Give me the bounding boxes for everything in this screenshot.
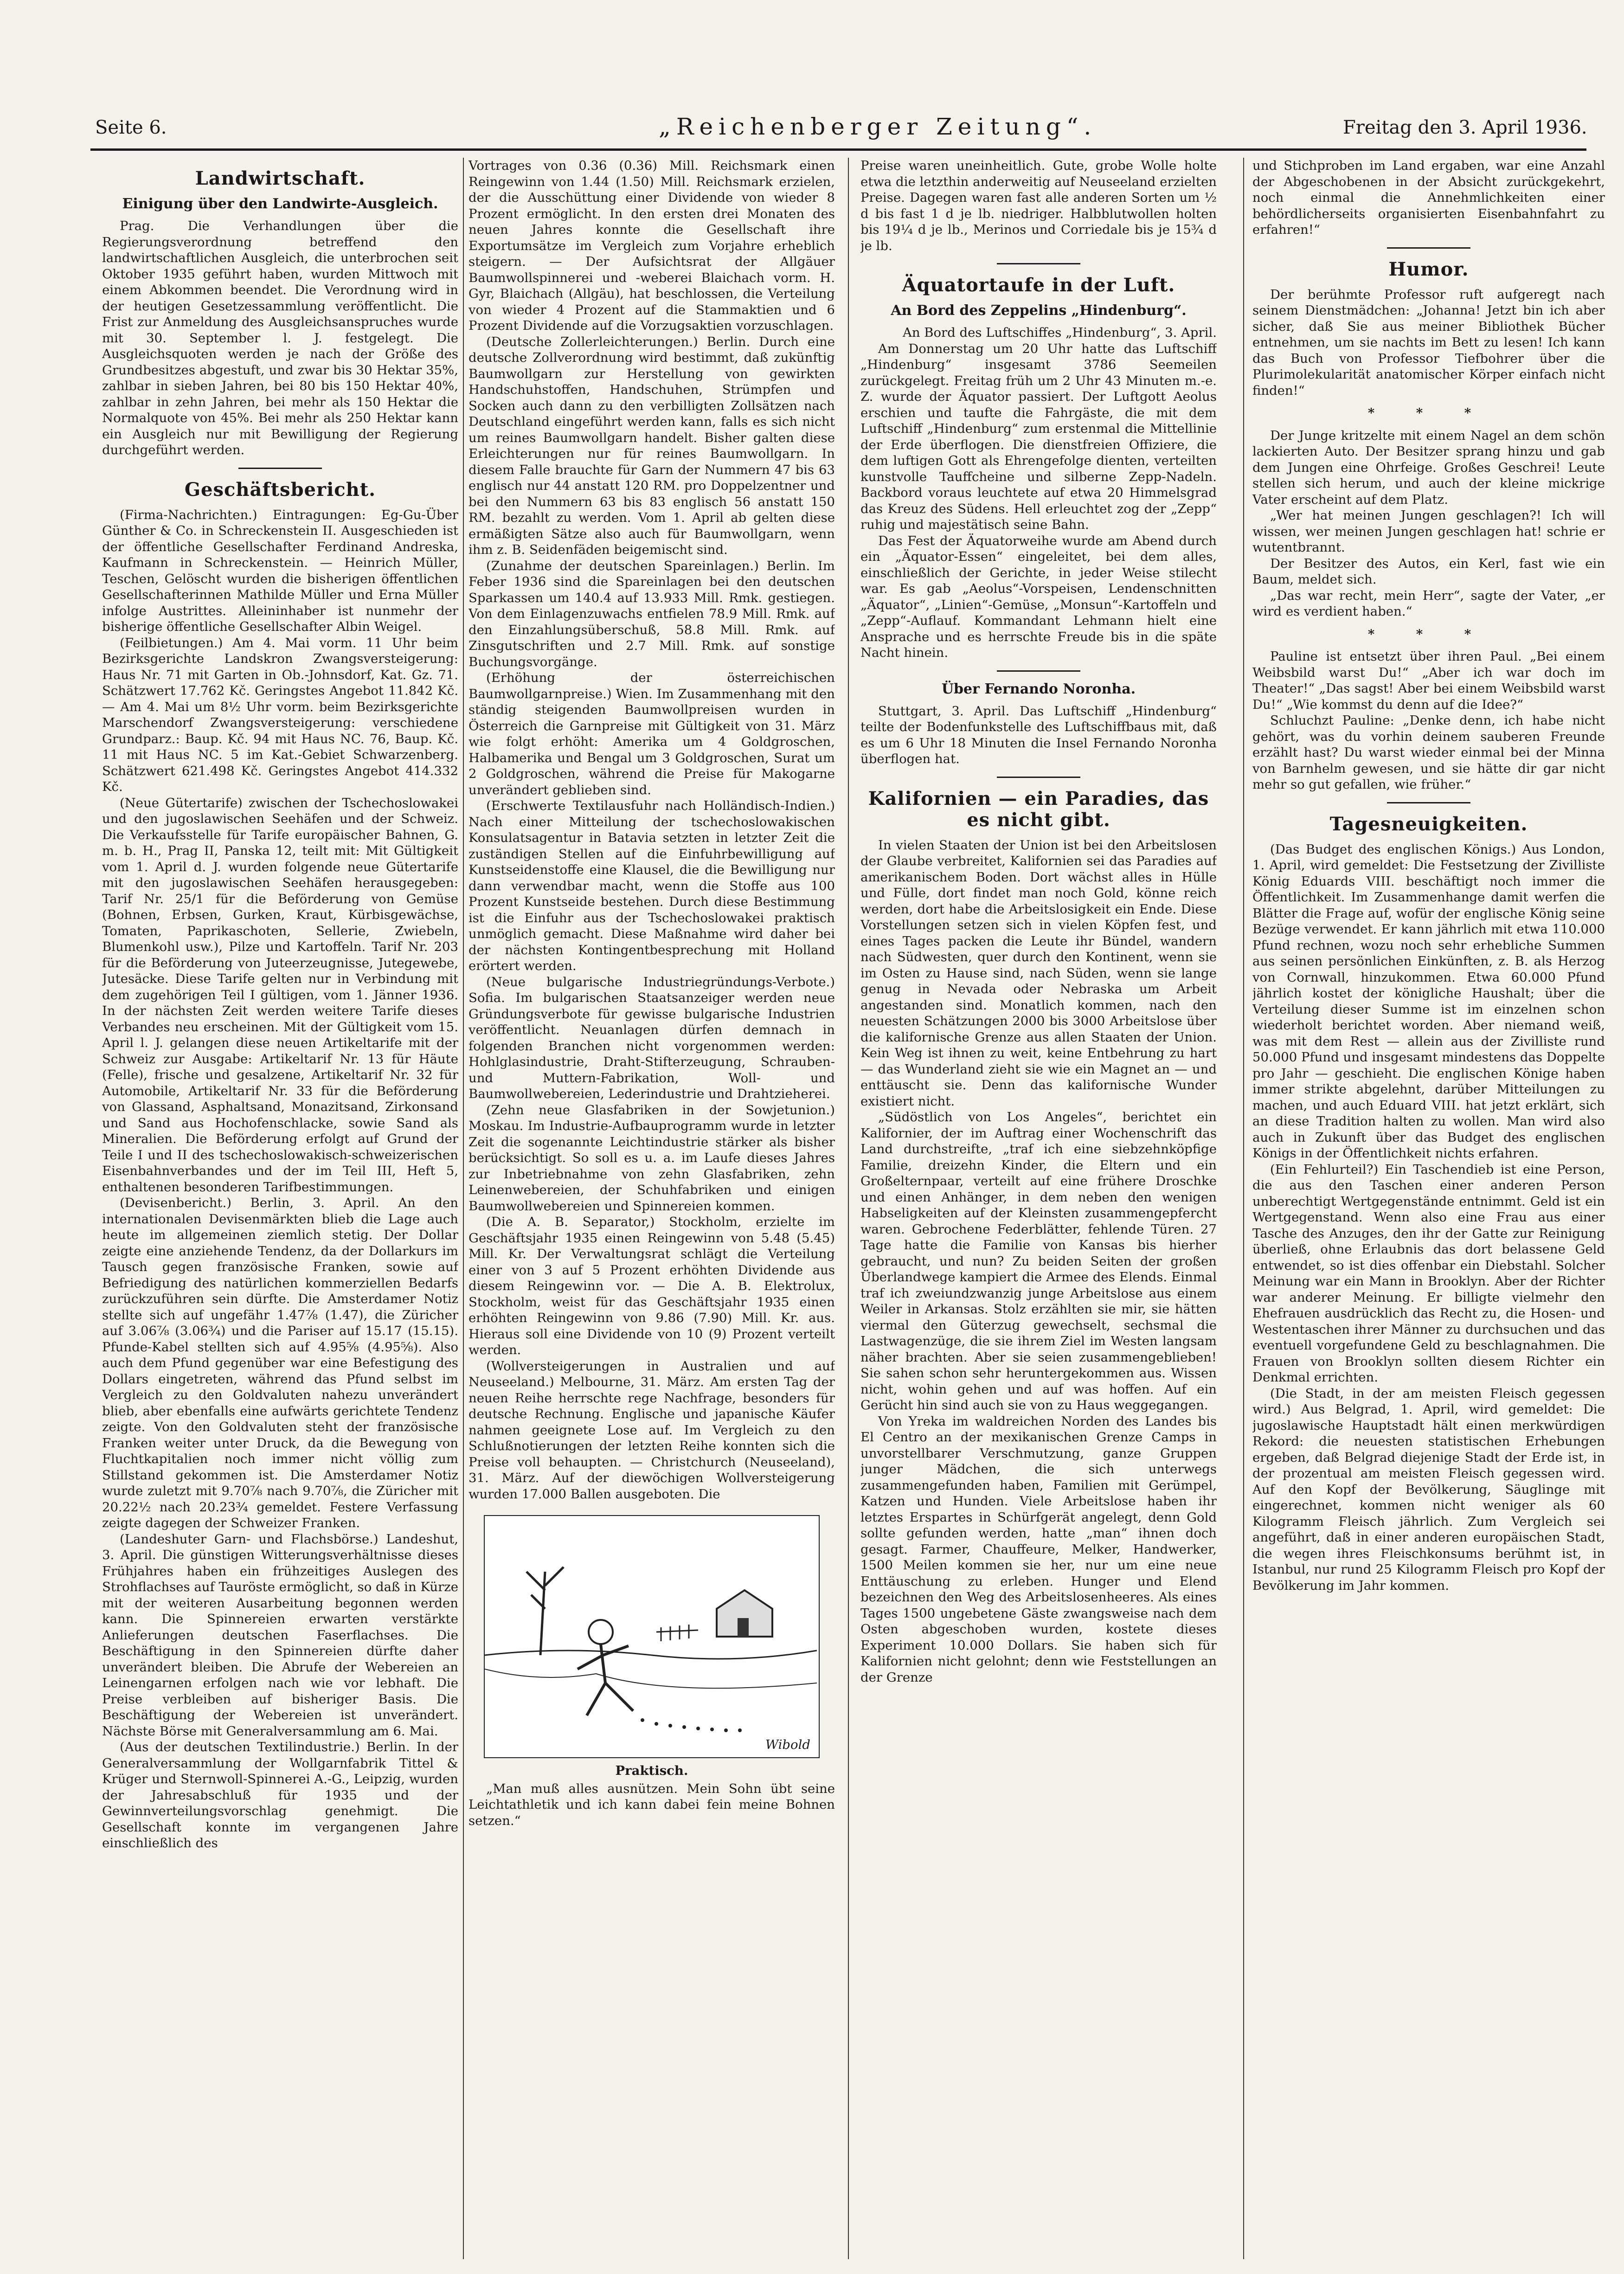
article-paragraph: (Feilbietungen.) Am 4. Mai vorm. 11 Uhr beim Bezirksgerichte Landskron Zwangsversteigerung: Haus Nr. 71 mit Garten in Ob.-Johnsdorf, Kat. Gz. 71. Schätzwert 17.762 Kč. Geringstes Angebot 11.842 Kč. — Am 4. Mai um 8½ Uhr vorm. beim Bezirksgerichte Marschendorf Zwangsversteigerung: verschiedene Grundparz.: Baup. Kč. 94 mit Haus NC. 76, Baup. Kč. 11 mit Haus NC. 5 im Kat.-Gebiet Schwarzenberg. Schätzwert 621.498 Kč. Geringstes Angebot 414.332 Kč.	[102, 635, 458, 794]
section-title-landwirtschaft: Landwirtschaft.	[195, 167, 366, 189]
article-paragraph: (Neue Gütertarife) zwischen der Tschechoslowakei und den jugoslawischen Seehäfen und der Schweiz. Die Verkaufsstelle für Tarife europäischer Bahnen, G. m. b. H., Prag II, Panska 12, teilt mit: Mit Gültigkeit vom 1. April d. J. wurden folgende neue Gütertarife mit den jugoslawischen Seehäfen herausgegeben: Tarif Nr. 25/1 für die Beförderung von Gemüse (Bohnen, Erbsen, Gurken, Kraut, Kürbisgewächse, Tomaten, Paprikaschoten, Sellerie, Zwiebeln, Blumenkohl usw.), Pilze und Kartoffeln. Tarif Nr. 203 für die Beförderung von Juteerzeugnisse, Jutegewebe, Jutesäcke. Diese Tarife gelten nur in Verbindung mit dem zugehörigen Teil I gültigen, vom 1. Jänner 1936. In der nächsten Zeit werden weitere Tarife dieses Verbandes neu erscheinen. Mit der Gültigkeit vom 15. April l. J. gelangen diese neuen Artikeltarife mit der Schweiz zur Ausgabe: Artikeltarif Nr. 13 für Häute (Felle), frische und gesalzene, Artikeltarif Nr. 32 für Automobile, Artikeltarif Nr. 33 für die Beförderung von Glassand, Asphaltsand, Monazitsand, Zirkonsand und Sand aus Hochofenschlacke, sowie Sand als Mineralien. Die Beförderung erfolgt auf Grund der Teile I und II des tschechoslowakisch-schweizerischen Eisenbahnverbandes und der im Teil III, Heft 5, enthaltenen besonderen Tarifbestimmungen.	[102, 795, 458, 1195]
column-3	[860, 158, 1217, 2241]
section-title-humor: Humor.	[1388, 258, 1469, 280]
column-1	[102, 158, 458, 2241]
issue-date: Freitag den 3. April 1936.	[1343, 117, 1587, 138]
article-paragraph: Am Donnerstag um 20 Uhr hatte das Luftschiff „Hindenburg“ insgesamt 3786 Seemeilen zurückgelegt. Freitag früh um 2 Uhr 43 Minuten m.-e. Z. wurde der Äquator passiert. Der Luftgott Aeolus erschien und taufte die Fahrgäste, die mit dem Luftschiff „Hindenburg“ zum erstenmal die Mittellinie der Erde überflogen. Die dienstfreien Offiziere, die dem luftigen Gott als Ehrengefolge dienten, verteilten kunstvolle Tauffcheine und silberne Zepp-Nadeln. Backbord voraus leuchtete auf etwa 20 Himmelsgrad das Kreuz des Südens. Hell erleuchtet zog der „Zepp“ ruhig und majestätisch seine Bahn.	[860, 341, 1217, 532]
column-2	[469, 158, 835, 2241]
article-dateline: An Bord des Luftschiffes „Hindenburg“, 3. April.	[902, 325, 1217, 340]
article-subtitle: An Bord des Zeppelins „Hindenburg“.	[891, 302, 1187, 319]
section-divider	[1387, 802, 1470, 803]
article-paragraph: (Devisenbericht.) Berlin, 3. April. An den internationalen Devisenmärkten blieb die Lage auch heute im allgemeinen ziemlich stetig. Der Dollar zeigte eine anziehende Tendenz, da der Dollarkurs im Tausch gegen französische Franken, sowie auf Befriedigung des natürlichen kommerziellen Bedarfs zurückzuführen sein dürfte. Die Amsterdamer Notiz stellte sich auf ungefähr 1.47⅞ (1.47), die Züricher auf 3.06⅞ (3.06¾) und die Pariser auf 15.17 (15.15). Pfunde-Kabel stellten sich auf 4.95⅝ (4.95⅝). Also auch dem Pfund gegenüber war eine Befestigung des Dollars eingetreten, während das Pfund selbst im Vergleich zu den Goldvaluten nahezu unverändert blieb, aber ebenfalls eine aufwärts gerichtete Tendenz zeigte. Von den Goldvaluten steht der französische Franken weiter unter Druck, da die Bewegung von Fluchtkapitalien noch immer nicht völlig zum Stillstand gekommen ist. Die Amsterdamer Notiz wurde zuletzt mit 9.70⅞ nach 9.70⅞, die Züricher mit 20.22½ nach 20.23¾ gemeldet. Festere Verfassung zeigte dagegen der Schweizer Franken.	[102, 1195, 458, 1530]
section-title-tagesneuigkeiten: Tagesneuigkeiten.	[1329, 813, 1528, 835]
humor-paragraph: Der berühmte Professor ruft aufgeregt nach seinem Dienstmädchen: „Johanna! Jetzt bin ich aber sicher, daß Sie aus meiner Bibliothek Bücher entnehmen, um sie nachts im Bett zu lesen! Ich kann das Buch von Professor Tiefbohrer über die Plurimolekularität anatomischer Körper einfach nicht finden!“	[1252, 287, 1605, 398]
section-divider	[997, 777, 1080, 778]
column-divider	[1243, 158, 1244, 2259]
cartoon-illustration	[484, 1515, 820, 1758]
article-paragraph: (Zunahme der deutschen Spareinlagen.) Berlin. Im Feber 1936 sind die Spareinlagen bei den deutschen Sparkassen um 140.4 auf 13.933 Mill. Rmk. gestiegen. Von dem Einlagenzuwachs entfielen 78.9 Mill. Rmk. auf den Einzahlungsüberschuß, 58.8 Mill. Rmk. auf Zinsgutschriften und 2.7 Mill. Rmk. auf sonstige Buchungsvorgänge.	[469, 558, 835, 669]
article-paragraph: (Wollversteigerungen in Australien und auf Neuseeland.) Melbourne, 31. März. Am ersten Tag der neuen Reihe herrschte rege Nachfrage, besonders für deutsche Rechnung. Englische und japanische Käufer nahmen geeignete Lose auf. Im Vergleich zu den Schlußnotierungen der letzten Reihe konnten sich die Preise voll behaupten. — Christchurch (Neuseeland), 31. März. Auf der diewöchigen Wollversteigerung wurden 17.000 Ballen ausgeboten. Die	[469, 1358, 835, 1502]
news-paragraph: (Das Budget des englischen Königs.) Aus London, 1. April, wird gemeldet: Die Festsetzung der Zivilliste König Eduards VIII. beschäftigt noch immer die Öffentlichkeit. Im Zusammenhange damit werfen die Blätter die Frage auf, wofür der englische König seine Bezüge verwendet. Er kann jährlich mit etwa 110.000 Pfund rechnen, wozu noch sehr erhebliche Summen aus seinen persönlichen Einkünften, z. B. als Herzog von Cornwall, hinzukommen. Etwa 60.000 Pfund jährlich kostet der königliche Haushalt; über die Verteilung dieser Summe ist im einzelnen schon wiederholt berichtet worden. Aber niemand weiß, was mit dem Rest — allein aus der Zivilliste rund 50.000 Pfund und insgesamt mindestens das Doppelte pro Jahr — geschieht. Die englischen Könige haben immer strikte abgelehnt, darüber Mitteilungen zu machen, und auch Eduard VIII. hat jetzt erklärt, sich an diese Tradition halten zu wollen. Man wird also auch in Zukunft über das Budget des englischen Königs in der Öffentlichkeit nichts erfahren.	[1252, 842, 1605, 1161]
news-paragraph: (Ein Fehlurteil?) Ein Taschendieb ist eine Person, die aus den Taschen einer anderen Person unberechtigt Wertgegenstände entnimmt. Geld ist ein Wertgegenstand. Wenn also eine Frau aus einer Tasche des Anzuges, den ihr der Gatte zur Reinigung überließ, ohne Erlaubnis das dort belassene Geld entwendet, so ist dies offenbar ein Diebstahl. Solcher Meinung war ein Mann in Brooklyn. Aber der Richter war anderer Meinung. Er billigte vielmehr den Ehefrauen ausdrücklich das Recht zu, die Hosen- und Westentaschen ihrer Männer zu durchsuchen und das eventuell vorgefundene Geld zu beschlagnahmen. Die Frauen von Brooklyn sollten diesem Richter ein Denkmal errichten.	[1252, 1162, 1605, 1385]
section-divider	[997, 670, 1080, 672]
article-paragraph: (Firma-Nachrichten.) Eintragungen: Eg-Gu-Über Günther & Co. in Schreckenstein II. Ausgeschieden ist der öffentliche Gesellschafter Ferdinand Andreska, Kaufmann in Schreckenstein. — Heinrich Müller, Teschen, Gelöscht wurden die bisherigen öffentlichen Gesellschafterinnen Mathilde Müller und Erna Müller infolge Austrittes. Alleininhaber ist nunmehr der bisherige öffentliche Gesellschafter Albin Weigel.	[102, 507, 458, 634]
article-title-kalifornien: Kalifornien — ein Paradies, das es nicht gibt.	[868, 787, 1209, 831]
news-paragraph: (Die Stadt, in der am meisten Fleisch gegessen wird.) Aus Belgrad, 1. April, wird gemeldet: Die jugoslawische Hauptstadt hält einen merkwürdigen Rekord: die neuesten statistischen Erhebungen ergeben, daß Belgrad diejenige Stadt der Erde ist, in der prozentual am meisten Fleisch gegessen wird. Auf den Kopf der Bevölkerung, Säuglinge mit eingerechnet, kommen nicht weniger als 60 Kilogramm Fleisch jährlich. Zum Vergleich sei angeführt, daß in einer anderen europäischen Stadt, die wegen ihres Fleischkonsums berühmt ist, in Istanbul, nur rund 25 Kilogramm Fleisch pro Kopf der Bevölkerung im Jahr kommen.	[1252, 1386, 1605, 1593]
article-paragraph: (Aus der deutschen Textilindustrie.) Berlin. In der Generalversammlung der Wollgarnfabrik Tittel & Krüger und Sternwoll-Spinnerei A.-G., Leipzig, wurden der Jahresabschluß für 1935 und der Gewinnverteilungsvorschlag genehmigt. Die Gesellschaft konnte im vergangenen Jahre einschließlich des	[102, 1740, 458, 1850]
article-paragraph: (Die A. B. Separator,) Stockholm, erzielte im Geschäftsjahr 1935 einen Reingewinn von 5.48 (5.45) Mill. Kr. Der Verwaltungsrat schlägt die Verteilung einer von 3 auf 5 Prozent erhöhten Dividende aus diesem Reingewinn vor. — Die A. B. Elektrolux, Stockholm, weist für das Geschäftsjahr 1935 einen erhöhten Reingewinn von 9.86 (7.90) Mill. Kr. aus. Hieraus soll eine Dividende von 10 (9) Prozent verteilt werden.	[469, 1214, 835, 1357]
article-paragraph: Preise waren uneinheitlich. Gute, grobe Wolle holte etwa die letzthin anderweitig auf Neuseeland erzielten Preise. Dagegen waren fast alle anderen Sorten um ½ d bis fast 1 d je lb. niedriger. Halbblutwollen holten bis 19¼ d je lb., Merinos und Corriedale bis je 15¾ d je lb.	[860, 158, 1217, 253]
section-divider	[1387, 247, 1470, 249]
article-paragraph: (Erhöhung der österreichischen Baumwollgarnpreise.) Wien. Im Zusammenhang mit den ständig steigenden Baumwollpreisen wurden in Österreich die Garnpreise mit Gültigkeit von 31. März wie folgt erhöht: Amerika um 4 Goldgroschen, Halbamerika und Bengal um 3 Goldgroschen, Surat um 2 Goldgroschen, während die Preise für Makogarne unverändert geblieben sind.	[469, 670, 835, 797]
article-paragraph: Prag. Die Verhandlungen über die Regierungsverordnung betreffend den landwirtschaftlichen Ausgleich, die unterbrochen seit Oktober 1935 geführt haben, wurden Mittwoch mit einem Abkommen beendet. Die Verordnung wird in der heutigen Gesetzessammlung veröffentlicht. Die Frist zur Anmeldung des Ausgleichsanspruches wurde mit 30. September l. J. festgelegt. Die Ausgleichsquoten werden je nach der Größe des Grundbesitzes abgestuft, und zwar bis 30 Hektar 35%, zahlbar in sieben Jahren, bei 80 bis 150 Hektar 40%, zahlbar in zehn Jahren, bei mehr als 150 Hektar die Normalquote von 45%. Bei mehr als 250 Hektar kann ein Ausgleich nur mit Bewilligung der Regierung durchgeführt werden.	[102, 218, 458, 457]
section-divider	[997, 263, 1080, 264]
newspaper-title: „Reichenberger Zeitung“.	[659, 113, 1097, 140]
article-paragraph: (Erschwerte Textilausfuhr nach Holländisch-Indien.) Nach einer Mitteilung der tschechoslowakischen Konsulatsagentur in Batavia setzten in letzter Zeit die zuständigen Stellen auf die Einfuhrbewilligung auf Kunstseidenstoffe eine Klausel, die die Bewilligung nur dann verwendbar macht, wenn die Stoffe aus 100 Prozent Kunstseide bestehen. Durch diese Bestimmung ist die Einfuhr aus der Tschechoslowakei praktisch unmöglich gemacht. Diese Maßnahme wird daher bei der nächsten Kontingentbesprechung mit Holland erörtert werden.	[469, 798, 835, 973]
humor-paragraph: Der Junge kritzelte mit einem Nagel an dem schön lackierten Auto. Der Besitzer sprang hinzu und gab dem Jungen eine Ohrfeige. Großes Geschrei! Leute stellen sich herum, und auch der kleine mickrige Vater erscheint auf dem Platz.	[1252, 428, 1605, 507]
article-paragraph: Vortrages von 0.36 (0.36) Mill. Reichsmark einen Reingewinn von 1.44 (1.50) Mill. Reichsmark erzielen, der die Ausschüttung einer Dividende von wieder 8 Prozent ermöglicht. In den ersten drei Monaten des neuen Jahres konnte die Gesellschaft ihre Exportumsätze im Vergleich zum Vorjahre erheblich steigern. — Der Aufsichtsrat der Allgäuer Baumwollspinnerei und -weberei Blaichach vorm. H. Gyr, Blaichach (Allgäu), hat beschlossen, die Verteilung von wieder 4 Prozent auf die Stammaktien und 6 Prozent Dividende auf die Vorzugsaktien vorzuschlagen.	[469, 158, 835, 333]
column-divider	[848, 158, 849, 2259]
article-paragraph: Das Fest der Äquatorweihe wurde am Abend durch ein „Äquator-Essen“ eingeleitet, bei dem alles, einschließlich der Gerichte, in jeder Weise stilecht war. Es gab „Aeolus“-Vorspeisen, Lendenschnitten „Äquator“, „Linien“-Gemüse, „Monsun“-Kartoffeln und „Zepp“-Auflauf. Kommandant Lehmann hielt eine Ansprache und es herrschte Freude bis in die späte Nacht hinein.	[860, 533, 1217, 660]
article-paragraph: (Deutsche Zollerleichterungen.) Berlin. Durch eine deutsche Zollverordnung wird bestimmt, daß zukünftig Baumwollgarn zur Herstellung von gewirkten Handschuhstoffen, Handschuhen, Strümpfen und Socken auch dann zu den verbilligten Zollsätzen nach Deutschland eingeführt werden kann, falls es sich nicht um reines Baumwollgarn handelt. Bisher galten diese Erleichterungen nur für reines Baumwollgarn. In diesem Falle brauchte für Garn der Nummern 47 bis 63 englisch nur 44 anstatt 120 RM. pro Doppelzentner und bei den Nummern 63 bis 83 englisch 56 anstatt 150 RM. bezahlt zu werden. Vom 1. April ab gelten diese ermäßigten Sätze also auch für Baumwollgarn, wenn ihm z. B. Seidenfäden beigemischt sind.	[469, 334, 835, 557]
article-paragraph: „Südöstlich von Los Angeles“, berichtet ein Kalifornier, der im Auftrag einer Wochenschrift das Land durchstreifte, „traf ich eine siebzehnköpfige Familie, dreizehn Kinder, die Eltern und ein Großelternpaar, verteilt auf eine frühere Droschke und einen Anhänger, in dem neben den wenigen Habseligkeiten auf der Kleinsten zusammengepfercht waren. Gebrochene Federblätter, fehlende Türen. 27 Tage hatte die Familie von Kansas bis hierher gebraucht, und nun? Zu beiden Seiten der großen Überlandwege kampiert die Armee des Elends. Einmal traf ich zweiundzwanzig junge Arbeitslose aus einem Weiler in Arkansas. Stolz erzählten sie mir, sie hätten viermal den Güterzug gewechselt, sechsmal die Lastwagenzüge, die sie ihrem Ziel im Westen langsam näher brachten. Aber sie seien zusammengeblieben! Sie sahen schon sehr heruntergekommen aus. Wissen nicht, wohin gehen und auf was hoffen. Auf ein Gerücht hin sind auch sie von zu Haus weggegangen.	[860, 1110, 1217, 1413]
column-divider	[463, 158, 464, 2259]
cartoon-drawing	[485, 1516, 817, 1755]
section-title-geschaeftsbericht: Geschäftsbericht.	[184, 478, 376, 501]
cartoon-signature: Wibold	[765, 1737, 810, 1752]
humor-paragraph: Der Besitzer des Autos, ein Kerl, fast wie ein Baum, meldet sich.	[1252, 556, 1605, 587]
cartoon-title: Praktisch.	[615, 1763, 688, 1778]
article-title-aequatortaufe: Äquatortaufe in der Luft.	[902, 274, 1175, 296]
article-paragraph: (Landeshuter Garn- und Flachsbörse.) Landeshut, 3. April. Die günstigen Witterungsverhältnisse dieses Frühjahres haben ein frühzeitiges Auslegen des Strohflachses auf Tauröste ermöglicht, so daß in Kürze mit der weiteren Ausarbeitung begonnen werden kann. Die Spinnereien erwarten verstärkte Anlieferungen deutschen Faserflachses. Die Beschäftigung in den Spinnereien dürfte daher unverändert bleiben. Die Abrufe der Webereien an Leinengarnen erfolgen nach wie vor lebhaft. Die Preise verbleiben auf bisheriger Basis. Die Beschäftigung der Webereien ist unverändert. Nächste Börse mit Generalversammlung am 6. Mai.	[102, 1531, 458, 1739]
humor-paragraph: „Das war recht, mein Herr“, sagte der Vater, „er wird es verdient haben.“	[1252, 588, 1605, 619]
article-paragraph: (Zehn neue Glasfabriken in der Sowjetunion.) Moskau. Im Industrie-Aufbauprogramm wurde in letzter Zeit die sogenannte Leichtindustrie stärker als bisher berücksichtigt. So soll es u. a. im Laufe dieses Jahres zur Inbetriebnahme von zehn Glasfabriken, zehn Leinenwebereien, der Schuhfabriken und einigen Baumwollwebereien und Spinnereien kommen.	[469, 1102, 835, 1214]
article-paragraph: (Neue bulgarische Industriegründungs-Verbote.) Sofia. Im bulgarischen Staatsanzeiger werden neue Gründungsverbote für gewisse bulgarische Industrien veröffentlicht. Neuanlagen dürfen demnach in folgenden Branchen nicht vorgenommen werden: Hohlglasindustrie, Draht-Stifterzeugung, Schrauben- und Muttern-Fabrikation, Woll- und Baumwollwebereien, Lederindustrie und Drahtzieherei.	[469, 974, 835, 1101]
header-rule	[90, 148, 1586, 151]
article-paragraph: In vielen Staaten der Union ist bei den Arbeitslosen der Glaube verbreitet, Kalifornien sei das Paradies auf amerikanischem Boden. Dort wächst alles in Hülle und Fülle, dort findet man noch Gold, könne reich werden, dort habe die Arbeitslosigkeit ein Ende. Diese Vorstellungen setzen sich in vielen Köpfen fest, und eines Tages packen die Leute ihr Bündel, wandern nach Südwesten, quer durch den Kontinent, wenn sie im Osten zu Hause sind, nach Süden, wenn sie lange genug in Nevada oder Nebraska um Arbeit angestanden sind. Monatlich kommen, nach den neuesten Schätzungen 2000 bis 3000 Arbeitslose über die kalifornische Grenze aus allen Staaten der Union. Kein Weg ist ihnen zu weit, keine Entbehrung zu hart — das Wunderland zieht sie wie ein Magnet an — und enttäuscht sie. Denn das kalifornische Wunder existiert nicht.	[860, 837, 1217, 1109]
cartoon-caption: „Man muß alles ausnützen. Mein Sohn übt seine Leichtathletik und ich kann dabei fein meine Bohnen setzen.“	[469, 1781, 835, 1828]
humor-paragraph: „Wer hat meinen Jungen geschlagen?! Ich will wissen, wer meinen Jungen geschlagen hat! schrie er wutentbrannt.	[1252, 508, 1605, 555]
article-title: Einigung über den Landwirte-Ausgleich.	[122, 196, 438, 212]
humor-paragraph: Schluchzt Pauline: „Denke denn, ich habe nicht gehört, was du vorhin deinem sauberen Freunde erzählt hast? Du warst wieder einmal bei der Minna von Barnhelm gewesen, und sie hätte dir gar nicht mehr so gut gefallen, wie früher.“	[1252, 713, 1605, 792]
humor-paragraph: Pauline ist entsetzt über ihren Paul. „Bei einem Weibsbild warst Du!“ „Aber ich war doch im Theater!“ „Das sagst! Aber bei einem Weibsbild warst Du!“ „Wie kommst du denn auf die Idee?“	[1252, 649, 1605, 712]
section-divider	[238, 468, 322, 469]
article-paragraph: Von Yreka im waldreichen Norden des Landes bis El Centro an der mexikanischen Grenze Camps in unvorstellbarer Verschmutzung, ganze Gruppen junger Mädchen, die sich unterwegs zusammengefunden haben, Familien mit Gerümpel, Katzen und Hunden. Viele Arbeitslose haben ihr letztes Erspartes in Schürfgerät angelegt, denn Gold sollte gefunden werden, hatte „man“ ihnen doch gesagt. Farmer, Chauffeure, Melker, Handwerker, 1500 Meilen kommen sie her, nur um eine neue Enttäuschung zu erleben. Hunger und Elend bezeichnen den Weg des Arbeitslosenheeres. Als eines Tages 1500 ungebetene Gäste zwangsweise nach dem Osten abgeschoben wurden, kostete dieses Experiment 10.000 Dollars. Sie haben sich für Kalifornien nicht gelohnt; denn wie Feststellungen an der Grenze	[860, 1413, 1217, 1685]
separator-stars: * * *	[1367, 626, 1490, 642]
separator-stars: * * *	[1367, 405, 1490, 420]
article-subtitle: Über Fernando Noronha.	[941, 681, 1136, 697]
article-paragraph: Stuttgart, 3. April. Das Luftschiff „Hindenburg“ teilte der Bodenfunkstelle des Luftschiffbaus mit, daß es um 6 Uhr 18 Minuten die Insel Fernando Noronha überflogen hat.	[860, 703, 1217, 766]
article-paragraph: und Stichproben im Land ergaben, war eine Anzahl der Abgeschobenen in der Absicht zurückgekehrt, noch einmal die Annehmlichkeiten einer behördlicherseits organisierten Eisenbahnfahrt zu erfahren!“	[1252, 158, 1605, 237]
column-4	[1252, 158, 1605, 2241]
page-number: Seite 6.	[95, 117, 167, 138]
